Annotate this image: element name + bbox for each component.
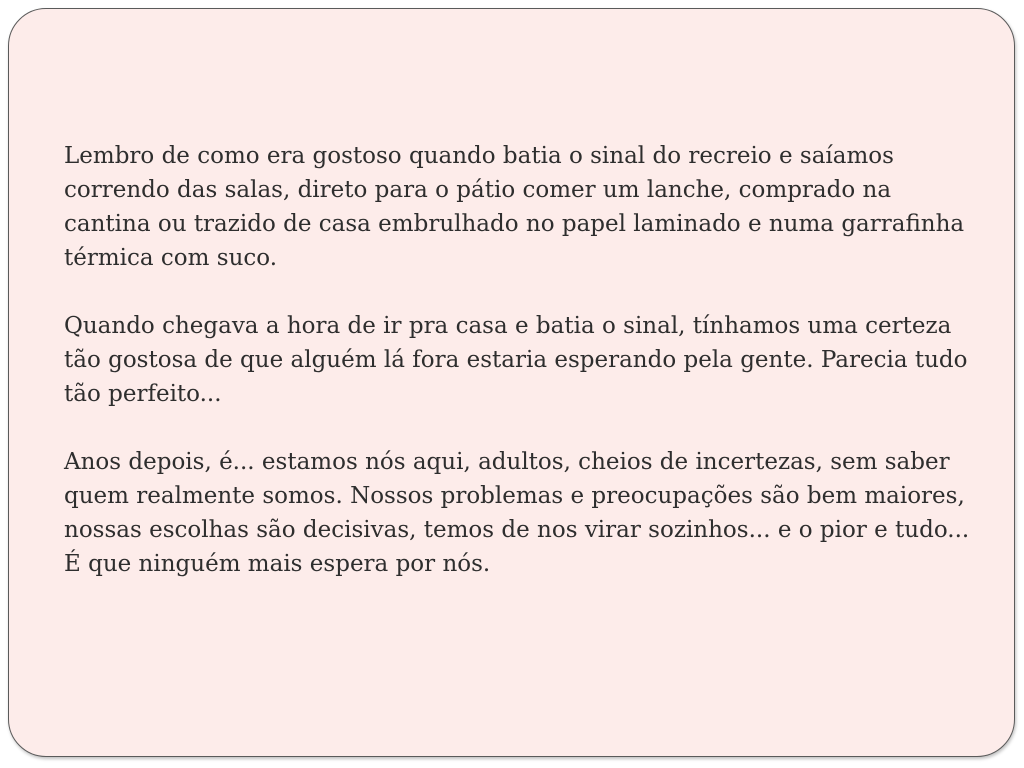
- paragraph-going-home: Quando chegava a hora de ir pra casa e batia o sinal, tínhamos uma certeza tão gostosa de que alguém lá fora estaria esperando pela gente. Parecia tudo tão perfeito...: [64, 313, 968, 407]
- slide-body-text: [64, 139, 974, 615]
- slide-panel: [8, 8, 1015, 757]
- paragraph-recess: Lembro de como era gostoso quando batia o sinal do recreio e saíamos correndo das salas, direto para o pátio comer um lanche, comprado na cantina ou trazido de casa embrulhado no papel laminado e numa garrafinha térmica com suco.: [64, 143, 965, 271]
- paragraph-years-later: Anos depois, é... estamos nós aqui, adultos, cheios de incertezas, sem saber quem realmente somos. Nossos problemas e preocupações são bem maiores, nossas escolhas são decisivas, temos de nos virar sozinhos... e o pior e tudo... É que ninguém mais espera por nós.: [64, 449, 970, 577]
